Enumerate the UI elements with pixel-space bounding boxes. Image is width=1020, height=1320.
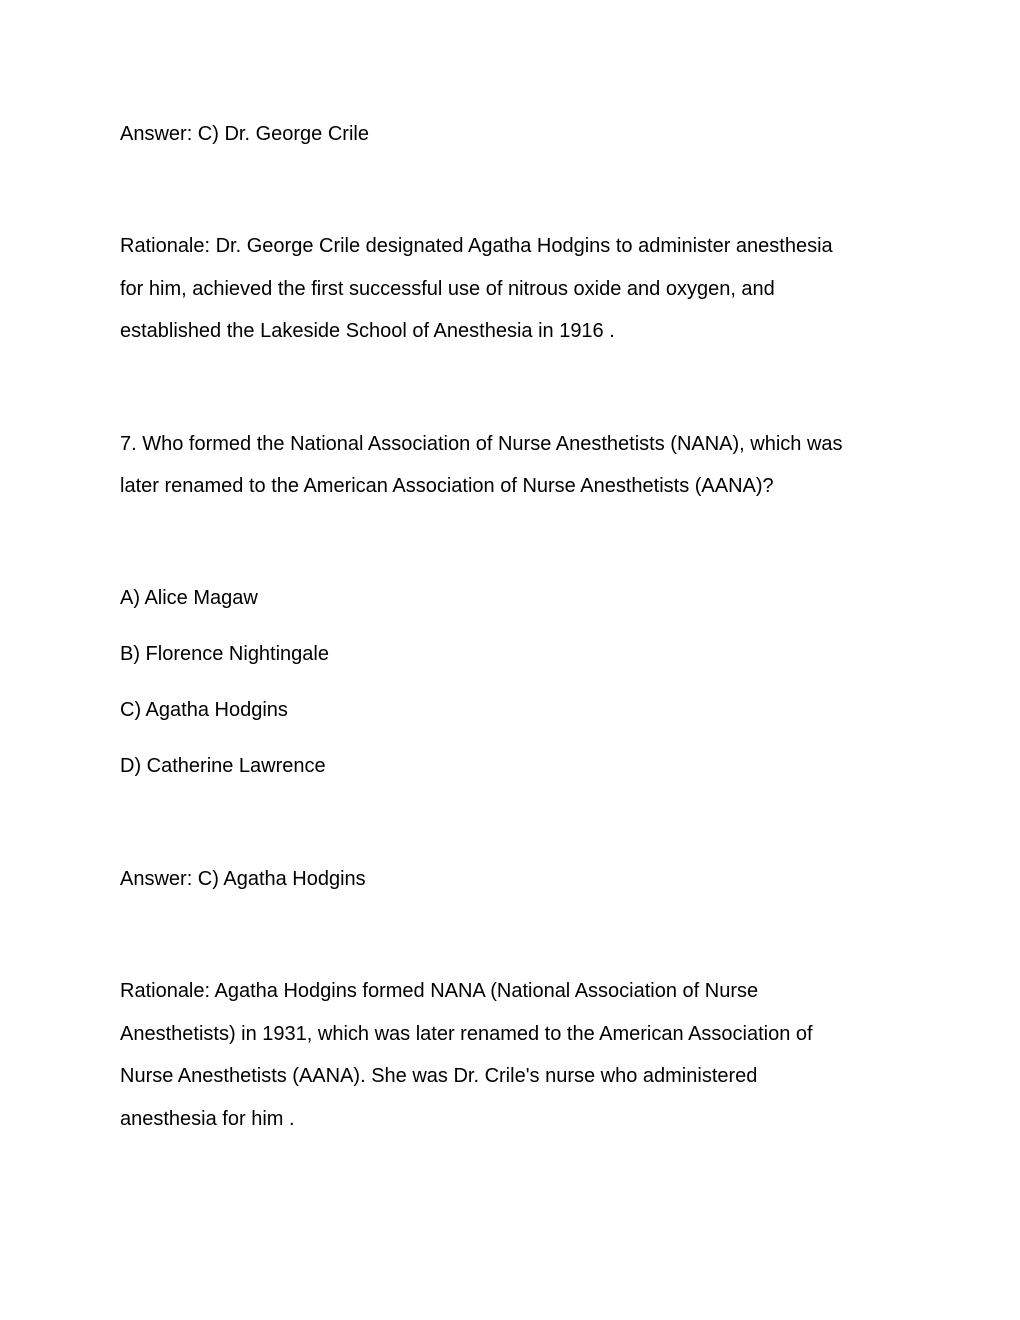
previous-rationale-line-3: established the Lakeside School of Anesthesia in 1916 . — [120, 320, 615, 342]
rationale-line-1: Rationale: Agatha Hodgins formed NANA (National Association of Nurse — [120, 980, 759, 1002]
answer: Answer: C) Agatha Hodgins — [120, 868, 366, 890]
rationale-line-2: Anesthetists) in 1931, which was later renamed to the American Association of — [120, 1023, 813, 1045]
rationale-line-4: anesthesia for him . — [120, 1108, 295, 1130]
question-text-line-2: later renamed to the American Association of Nurse Anesthetists (AANA)? — [120, 475, 774, 497]
question-text-line-1: 7. Who formed the National Association of Nurse Anesthetists (NANA), which was — [120, 433, 843, 455]
previous-rationale-line-1: Rationale: Dr. George Crile designated Agatha Hodgins to administer anesthesia — [120, 235, 833, 257]
option-d: D) Catherine Lawrence — [120, 755, 326, 777]
option-a: A) Alice Magaw — [120, 587, 258, 609]
previous-rationale-line-2: for him, achieved the first successful use of nitrous oxide and oxygen, and — [120, 278, 775, 300]
option-b: B) Florence Nightingale — [120, 643, 329, 665]
rationale-line-3: Nurse Anesthetists (AANA). She was Dr. Crile's nurse who administered — [120, 1065, 758, 1087]
option-c: C) Agatha Hodgins — [120, 699, 288, 721]
previous-answer: Answer: C) Dr. George Crile — [120, 123, 369, 145]
